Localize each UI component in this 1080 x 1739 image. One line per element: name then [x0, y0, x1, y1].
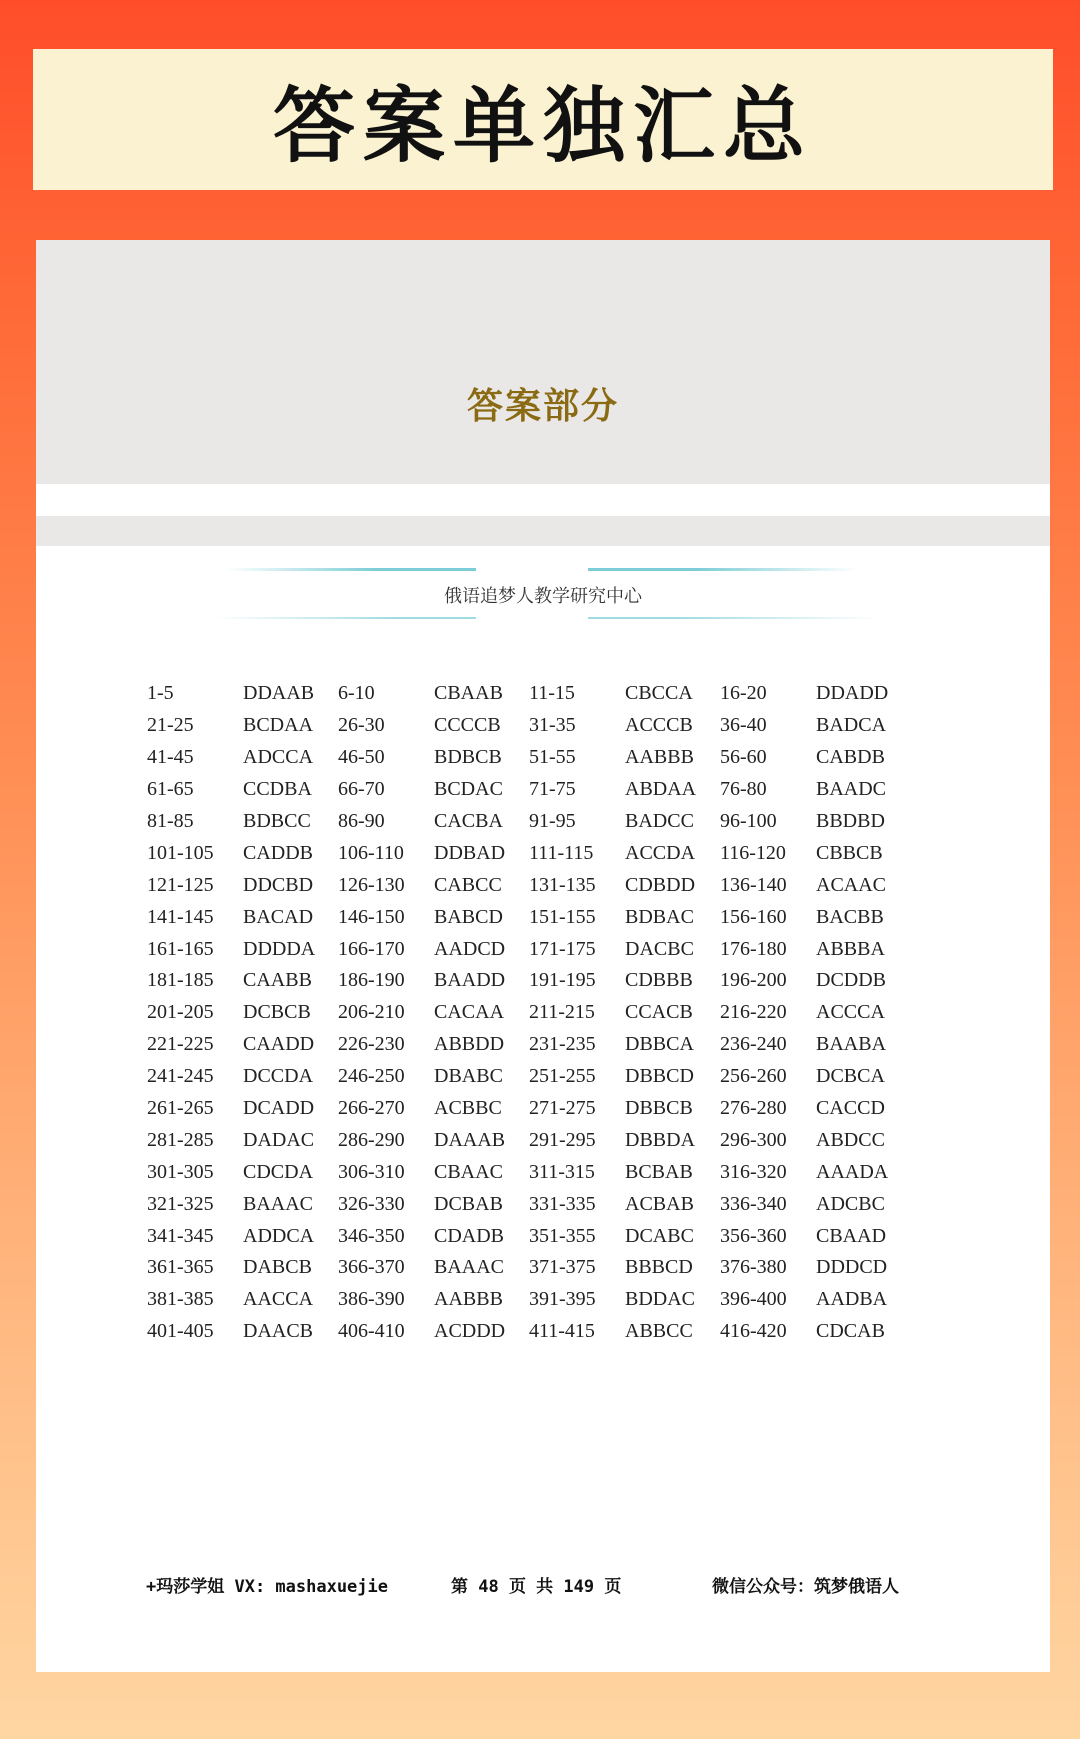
question-range: 301-305	[147, 1160, 214, 1183]
answer-key: ACCCA	[816, 1001, 885, 1024]
answer-key: DDDCD	[816, 1256, 888, 1279]
answer-key: BAAAC	[243, 1192, 314, 1215]
question-range: 406-410	[338, 1320, 405, 1343]
question-range: 356-360	[720, 1224, 787, 1247]
answer-key: DBABC	[434, 1065, 503, 1088]
table-row	[147, 1252, 911, 1284]
answer-key: DCBCA	[816, 1065, 885, 1088]
question-range: 36-40	[720, 714, 767, 737]
answer-key: ADCCA	[243, 746, 314, 769]
question-range: 391-395	[529, 1288, 596, 1311]
answer-key: AADBA	[816, 1288, 888, 1311]
question-range: 121-125	[147, 873, 214, 896]
question-range: 176-180	[720, 937, 787, 960]
answer-key: CABDB	[816, 746, 885, 769]
question-range: 381-385	[147, 1288, 214, 1311]
answer-key: CDCDA	[243, 1160, 314, 1183]
table-row	[147, 1061, 911, 1093]
answer-key: CAABB	[243, 969, 312, 992]
center-name: 俄语追梦人教学研究中心	[444, 586, 642, 607]
question-range: 316-320	[720, 1160, 787, 1183]
answer-key: BACBB	[816, 905, 884, 928]
question-range: 161-165	[147, 937, 214, 960]
question-range: 216-220	[720, 1001, 787, 1024]
table-row	[147, 742, 911, 774]
answer-key: ABDAA	[625, 778, 697, 801]
question-range: 231-235	[529, 1033, 596, 1056]
answer-key: AACCA	[243, 1288, 314, 1311]
question-range: 331-335	[529, 1192, 596, 1215]
question-range: 246-250	[338, 1065, 405, 1088]
answer-key: CDCAB	[816, 1320, 885, 1343]
answer-key: DBBCA	[625, 1033, 694, 1056]
answer-key: DAACB	[243, 1320, 314, 1343]
question-range: 346-350	[338, 1224, 405, 1247]
question-range: 206-210	[338, 1001, 405, 1024]
answer-key: DCCDA	[243, 1065, 314, 1088]
question-range: 136-140	[720, 873, 787, 896]
answer-key: BCDAA	[243, 714, 314, 737]
table-row	[147, 806, 911, 838]
table-row	[147, 965, 911, 997]
question-range: 336-340	[720, 1192, 787, 1215]
decor-line	[588, 617, 878, 619]
question-range: 1-5	[147, 682, 174, 705]
question-range: 396-400	[720, 1288, 787, 1311]
table-row	[147, 837, 911, 869]
question-range: 261-265	[147, 1097, 214, 1120]
question-range: 321-325	[147, 1192, 214, 1215]
answer-key: DDDDA	[243, 937, 316, 960]
answer-key: ADDCA	[243, 1224, 315, 1247]
answer-key: DCDDB	[816, 969, 887, 992]
question-range: 141-145	[147, 905, 214, 928]
answer-key: CDBDD	[625, 873, 696, 896]
question-range: 81-85	[147, 810, 194, 832]
table-row	[147, 1316, 911, 1348]
question-range: 166-170	[338, 937, 405, 960]
answer-key: CCACB	[625, 1001, 693, 1024]
answer-key: DDCBD	[243, 873, 314, 896]
answer-key: DADAC	[243, 1128, 315, 1151]
question-range: 56-60	[720, 746, 767, 769]
question-range: 106-110	[338, 841, 404, 864]
question-range: 371-375	[529, 1256, 596, 1279]
question-range: 201-205	[147, 1001, 214, 1024]
answer-key: ACCDA	[625, 841, 696, 864]
answer-key: DABCB	[243, 1256, 312, 1279]
question-range: 271-275	[529, 1097, 596, 1120]
answer-key: CCDBA	[243, 778, 312, 801]
answer-key: CADDB	[243, 841, 314, 864]
question-range: 71-75	[529, 778, 576, 801]
question-range: 196-200	[720, 969, 787, 992]
section-title: 答案部分	[466, 386, 619, 427]
question-range: 211-215	[529, 1001, 595, 1024]
question-range: 226-230	[338, 1033, 405, 1056]
question-range: 291-295	[529, 1128, 596, 1151]
question-range: 51-55	[529, 746, 576, 769]
answer-key: CCCCB	[434, 714, 501, 737]
answer-key: CACCD	[816, 1097, 885, 1120]
answer-key: BBDBD	[816, 810, 885, 832]
answer-key: AADCD	[434, 937, 506, 960]
table-row	[147, 1188, 911, 1220]
section-header-band	[36, 240, 1050, 484]
question-range: 31-35	[529, 714, 576, 737]
answer-key: ABDCC	[816, 1128, 885, 1151]
answer-key: DCADD	[243, 1097, 315, 1120]
answer-key: ACDDD	[434, 1320, 506, 1343]
table-row	[147, 901, 911, 933]
decor-line	[216, 617, 476, 619]
answer-key: BACAD	[243, 905, 314, 928]
question-range: 386-390	[338, 1288, 405, 1311]
decor-line	[588, 568, 858, 571]
answer-key: ACBAB	[625, 1192, 694, 1215]
answer-key: DDBAD	[434, 841, 506, 864]
question-range: 251-255	[529, 1065, 596, 1088]
table-row	[147, 1124, 911, 1156]
question-range: 46-50	[338, 746, 385, 769]
question-range: 351-355	[529, 1224, 596, 1247]
answer-key: ACBBC	[434, 1097, 502, 1120]
table-row	[147, 997, 911, 1029]
question-range: 276-280	[720, 1097, 787, 1120]
question-range: 41-45	[147, 746, 194, 769]
answer-key: BAAAC	[434, 1256, 505, 1279]
question-range: 416-420	[720, 1320, 787, 1343]
answer-key: BDBAC	[625, 905, 694, 928]
answer-key: BDBCC	[243, 810, 311, 832]
divider-strip	[36, 516, 1050, 546]
question-range: 221-225	[147, 1033, 214, 1056]
footer-contact: +玛莎学姐 VX: mashaxuejie	[146, 1577, 388, 1597]
question-range: 76-80	[720, 778, 767, 801]
question-range: 326-330	[338, 1192, 405, 1215]
answer-key: DBBDA	[625, 1128, 696, 1151]
question-range: 111-115	[529, 841, 594, 864]
question-range: 6-10	[338, 682, 375, 705]
question-range: 186-190	[338, 969, 405, 992]
question-range: 61-65	[147, 778, 194, 801]
question-range: 236-240	[720, 1033, 787, 1056]
answer-key: DCBAB	[434, 1192, 503, 1215]
question-range: 256-260	[720, 1065, 787, 1088]
answer-key: BCBAB	[625, 1160, 693, 1183]
answer-key: ABBCC	[625, 1320, 693, 1343]
answer-key: CBCCA	[625, 682, 693, 705]
answer-key: CABCC	[434, 873, 502, 896]
answer-key: ABBDD	[434, 1033, 505, 1056]
question-range: 91-95	[529, 810, 576, 832]
answer-key: BABCD	[434, 905, 503, 928]
center-header	[36, 562, 1050, 622]
answer-key: DBBCD	[625, 1065, 694, 1088]
answer-key: BBBCD	[625, 1256, 693, 1279]
question-range: 86-90	[338, 810, 385, 832]
table-row	[147, 678, 911, 710]
question-range: 241-245	[147, 1065, 214, 1088]
answer-key: BAABA	[816, 1033, 887, 1056]
answer-key: BADCA	[816, 714, 887, 737]
footer-wechat: 微信公众号：筑梦俄语人	[712, 1577, 899, 1597]
answer-key: AABBB	[434, 1288, 503, 1311]
answer-key: CACAA	[434, 1001, 505, 1024]
answer-key: AAADA	[816, 1160, 889, 1183]
answer-key: BAADD	[434, 969, 506, 992]
question-range: 146-150	[338, 905, 405, 928]
answer-key: CACBA	[434, 810, 503, 832]
answer-key: CDBBB	[625, 969, 693, 992]
table-row	[147, 933, 911, 965]
question-range: 341-345	[147, 1224, 214, 1247]
answer-key: CDADB	[434, 1224, 505, 1247]
banner	[33, 49, 1053, 190]
answer-key: ABBBA	[816, 937, 885, 960]
answer-key: DCABC	[625, 1224, 694, 1247]
question-range: 21-25	[147, 714, 194, 737]
answer-key: BDDAC	[625, 1288, 696, 1311]
question-range: 171-175	[529, 937, 596, 960]
question-range: 101-105	[147, 841, 214, 864]
question-range: 296-300	[720, 1128, 787, 1151]
answer-key: DBBCB	[625, 1097, 693, 1120]
question-range: 26-30	[338, 714, 385, 737]
question-range: 116-120	[720, 841, 786, 864]
answer-key: DDADD	[816, 682, 889, 705]
answer-key: AABBB	[625, 746, 694, 769]
answer-key: CAADD	[243, 1033, 315, 1056]
table-row	[147, 869, 911, 901]
answer-key: BCDAC	[434, 778, 503, 801]
question-range: 96-100	[720, 810, 777, 832]
question-range: 151-155	[529, 905, 596, 928]
table-row	[147, 774, 911, 806]
question-range: 281-285	[147, 1128, 214, 1151]
banner-title: 答案单独汇总	[272, 79, 813, 174]
question-range: 191-195	[529, 969, 596, 992]
question-range: 311-315	[529, 1160, 595, 1183]
table-row	[147, 1156, 911, 1188]
answer-key: CBAAC	[434, 1160, 503, 1183]
question-range: 131-135	[529, 873, 596, 896]
question-range: 181-185	[147, 969, 214, 992]
answer-key: DCBCB	[243, 1001, 311, 1024]
question-range: 266-270	[338, 1097, 405, 1120]
answer-key: BDBCB	[434, 746, 502, 769]
answer-key: CBAAB	[434, 682, 503, 705]
table-row	[147, 1284, 911, 1316]
question-range: 156-160	[720, 905, 787, 928]
answer-key: BADCC	[625, 810, 694, 832]
question-range: 66-70	[338, 778, 385, 801]
question-range: 411-415	[529, 1320, 595, 1343]
answer-key: DACBC	[625, 937, 694, 960]
question-range: 376-380	[720, 1256, 787, 1279]
table-row	[147, 710, 911, 742]
table-row	[147, 1220, 911, 1252]
question-range: 11-15	[529, 682, 575, 705]
table-row	[147, 1029, 911, 1061]
question-range: 366-370	[338, 1256, 405, 1279]
answer-key: ADCBC	[816, 1192, 885, 1215]
answer-key: DAAAB	[434, 1128, 506, 1151]
question-range: 401-405	[147, 1320, 214, 1343]
question-range: 306-310	[338, 1160, 405, 1183]
answer-table	[147, 678, 911, 1348]
table-row	[147, 1093, 911, 1125]
question-range: 126-130	[338, 873, 405, 896]
question-range: 286-290	[338, 1128, 405, 1151]
document-page	[36, 240, 1050, 1672]
answer-key: CBAAD	[816, 1224, 887, 1247]
footer-page-info: 第 48 页 共 149 页	[451, 1577, 622, 1597]
answer-key: DDAAB	[243, 682, 315, 705]
answer-key: CBBCB	[816, 841, 883, 864]
answer-key: ACCCB	[625, 714, 693, 737]
answer-key: ACAAC	[816, 873, 887, 896]
answer-key: BAADC	[816, 778, 887, 801]
question-range: 16-20	[720, 682, 767, 705]
question-range: 361-365	[147, 1256, 214, 1279]
decor-line	[226, 568, 476, 571]
